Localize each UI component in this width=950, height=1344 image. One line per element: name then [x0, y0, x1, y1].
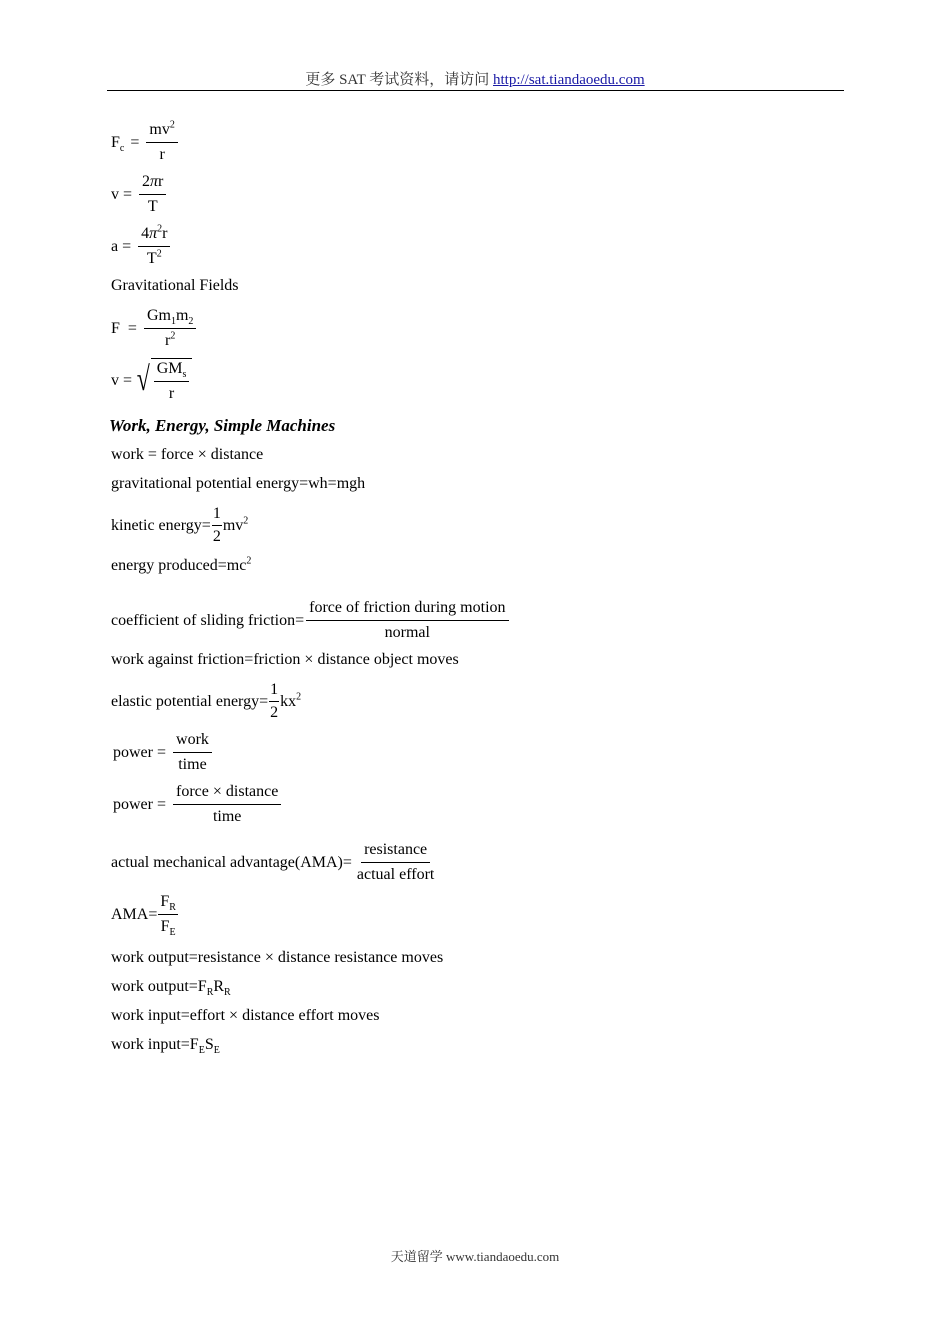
radical-sign: √ — [136, 361, 150, 398]
line-elastic-potential-energy: elastic potential energy= $\frac{1}{2}$ $kx^2$ — [111, 681, 302, 721]
fraction: $\frac{4\pi^2r}{T^2}$ — [138, 224, 170, 269]
fraction: $\frac{F_R}{F_E}$ — [160, 893, 176, 939]
line-gravitational-potential-energy: gravitational potential energy=wh=mgh — [111, 475, 366, 492]
line-ama-ratio: AMA= $\frac{F_R}{F_E}$ — [111, 893, 176, 939]
equation-velocity: v = $\frac{2\pi r}{T}$ — [111, 172, 169, 217]
line-work-against-friction: work against friction=friction × distance object moves — [111, 651, 459, 668]
equation-centripetal-force: $F_c$ = $\frac{mv^2}{r}$ — [111, 120, 181, 165]
header-divider — [107, 90, 844, 91]
line-kinetic-energy: kinetic energy= $\frac{1}{2}$ $mv^2$ — [111, 505, 249, 545]
page-footer: 天道留学 www.tiandaoedu.com — [390, 1249, 560, 1264]
line-energy-produced: energy $produced=mc^2$ — [111, 555, 252, 574]
section-gravitational-fields: Gravitational Fields — [111, 277, 239, 294]
line-power-work-time: power = $\frac{\text{work}}{\text{time}}$ — [113, 730, 215, 775]
line-coefficient-friction: coefficient of sliding friction= $\frac{\text{force of friction during motion}}{\text{normal}}$ — [111, 598, 509, 643]
line-work-input-effort: work input=effort × distance effort moves — [111, 1007, 380, 1024]
fraction: $\frac{GM_s}{r}$ — [154, 359, 190, 404]
fraction: $\frac{1}{2}$ — [270, 681, 279, 721]
line-work-output-resistance: work output=resistance × distance resistance moves — [111, 949, 444, 966]
fraction: $\frac{\text{force × distance}}{\text{time}}$ — [173, 782, 281, 827]
line-actual-mechanical-advantage: actual mechanical advantage(AMA)= $\frac{\text{resistance}}{\text{actual effort}}$ — [111, 840, 437, 885]
line-work-output-symbols: work $output=F_RR_R$ — [111, 978, 231, 999]
fraction: $\frac{\text{work}}{\text{time}}$ — [173, 730, 212, 775]
fraction: $\frac{\text{resistance}}{\text{actual effort}}$ — [356, 841, 435, 883]
line-power-force-distance: power = $\frac{\text{force × distance}}{\text{time}}$ — [113, 782, 284, 827]
line-work-input-symbols: work $input=F_ES_E$ — [111, 1036, 220, 1057]
equation-acceleration: a = $\frac{4\pi^2r}{T^2}$ — [111, 224, 173, 269]
line-work: work = force × distance — [111, 446, 264, 463]
page-header — [0, 68, 950, 89]
header-link[interactable]: http://sat.tiandaoedu.com — [493, 72, 645, 88]
equation-gravitational-force: F = $\frac{Gm_1m_2}{r^2}$ — [111, 306, 199, 351]
fraction: $\frac{2\pi r}{T}$ — [139, 172, 166, 217]
fraction: $\frac{\text{force of friction during motion}}{\text{normal}}$ — [306, 598, 508, 643]
fraction: $\frac{Gm_1m_2}{r^2}$ — [144, 306, 196, 351]
fraction: $\frac{1}{2}$ — [212, 505, 221, 545]
fraction: $\frac{mv^2}{r}$ — [146, 120, 177, 165]
section-work-energy: Work, Energy, Simple Machines — [109, 416, 336, 435]
square-root — [134, 358, 192, 404]
header-prefix: 更多 SAT 考试资料，请访问 — [305, 72, 493, 88]
equation-orbital-velocity: v = √ $\frac{GM_s}{r}$ — [111, 358, 192, 404]
